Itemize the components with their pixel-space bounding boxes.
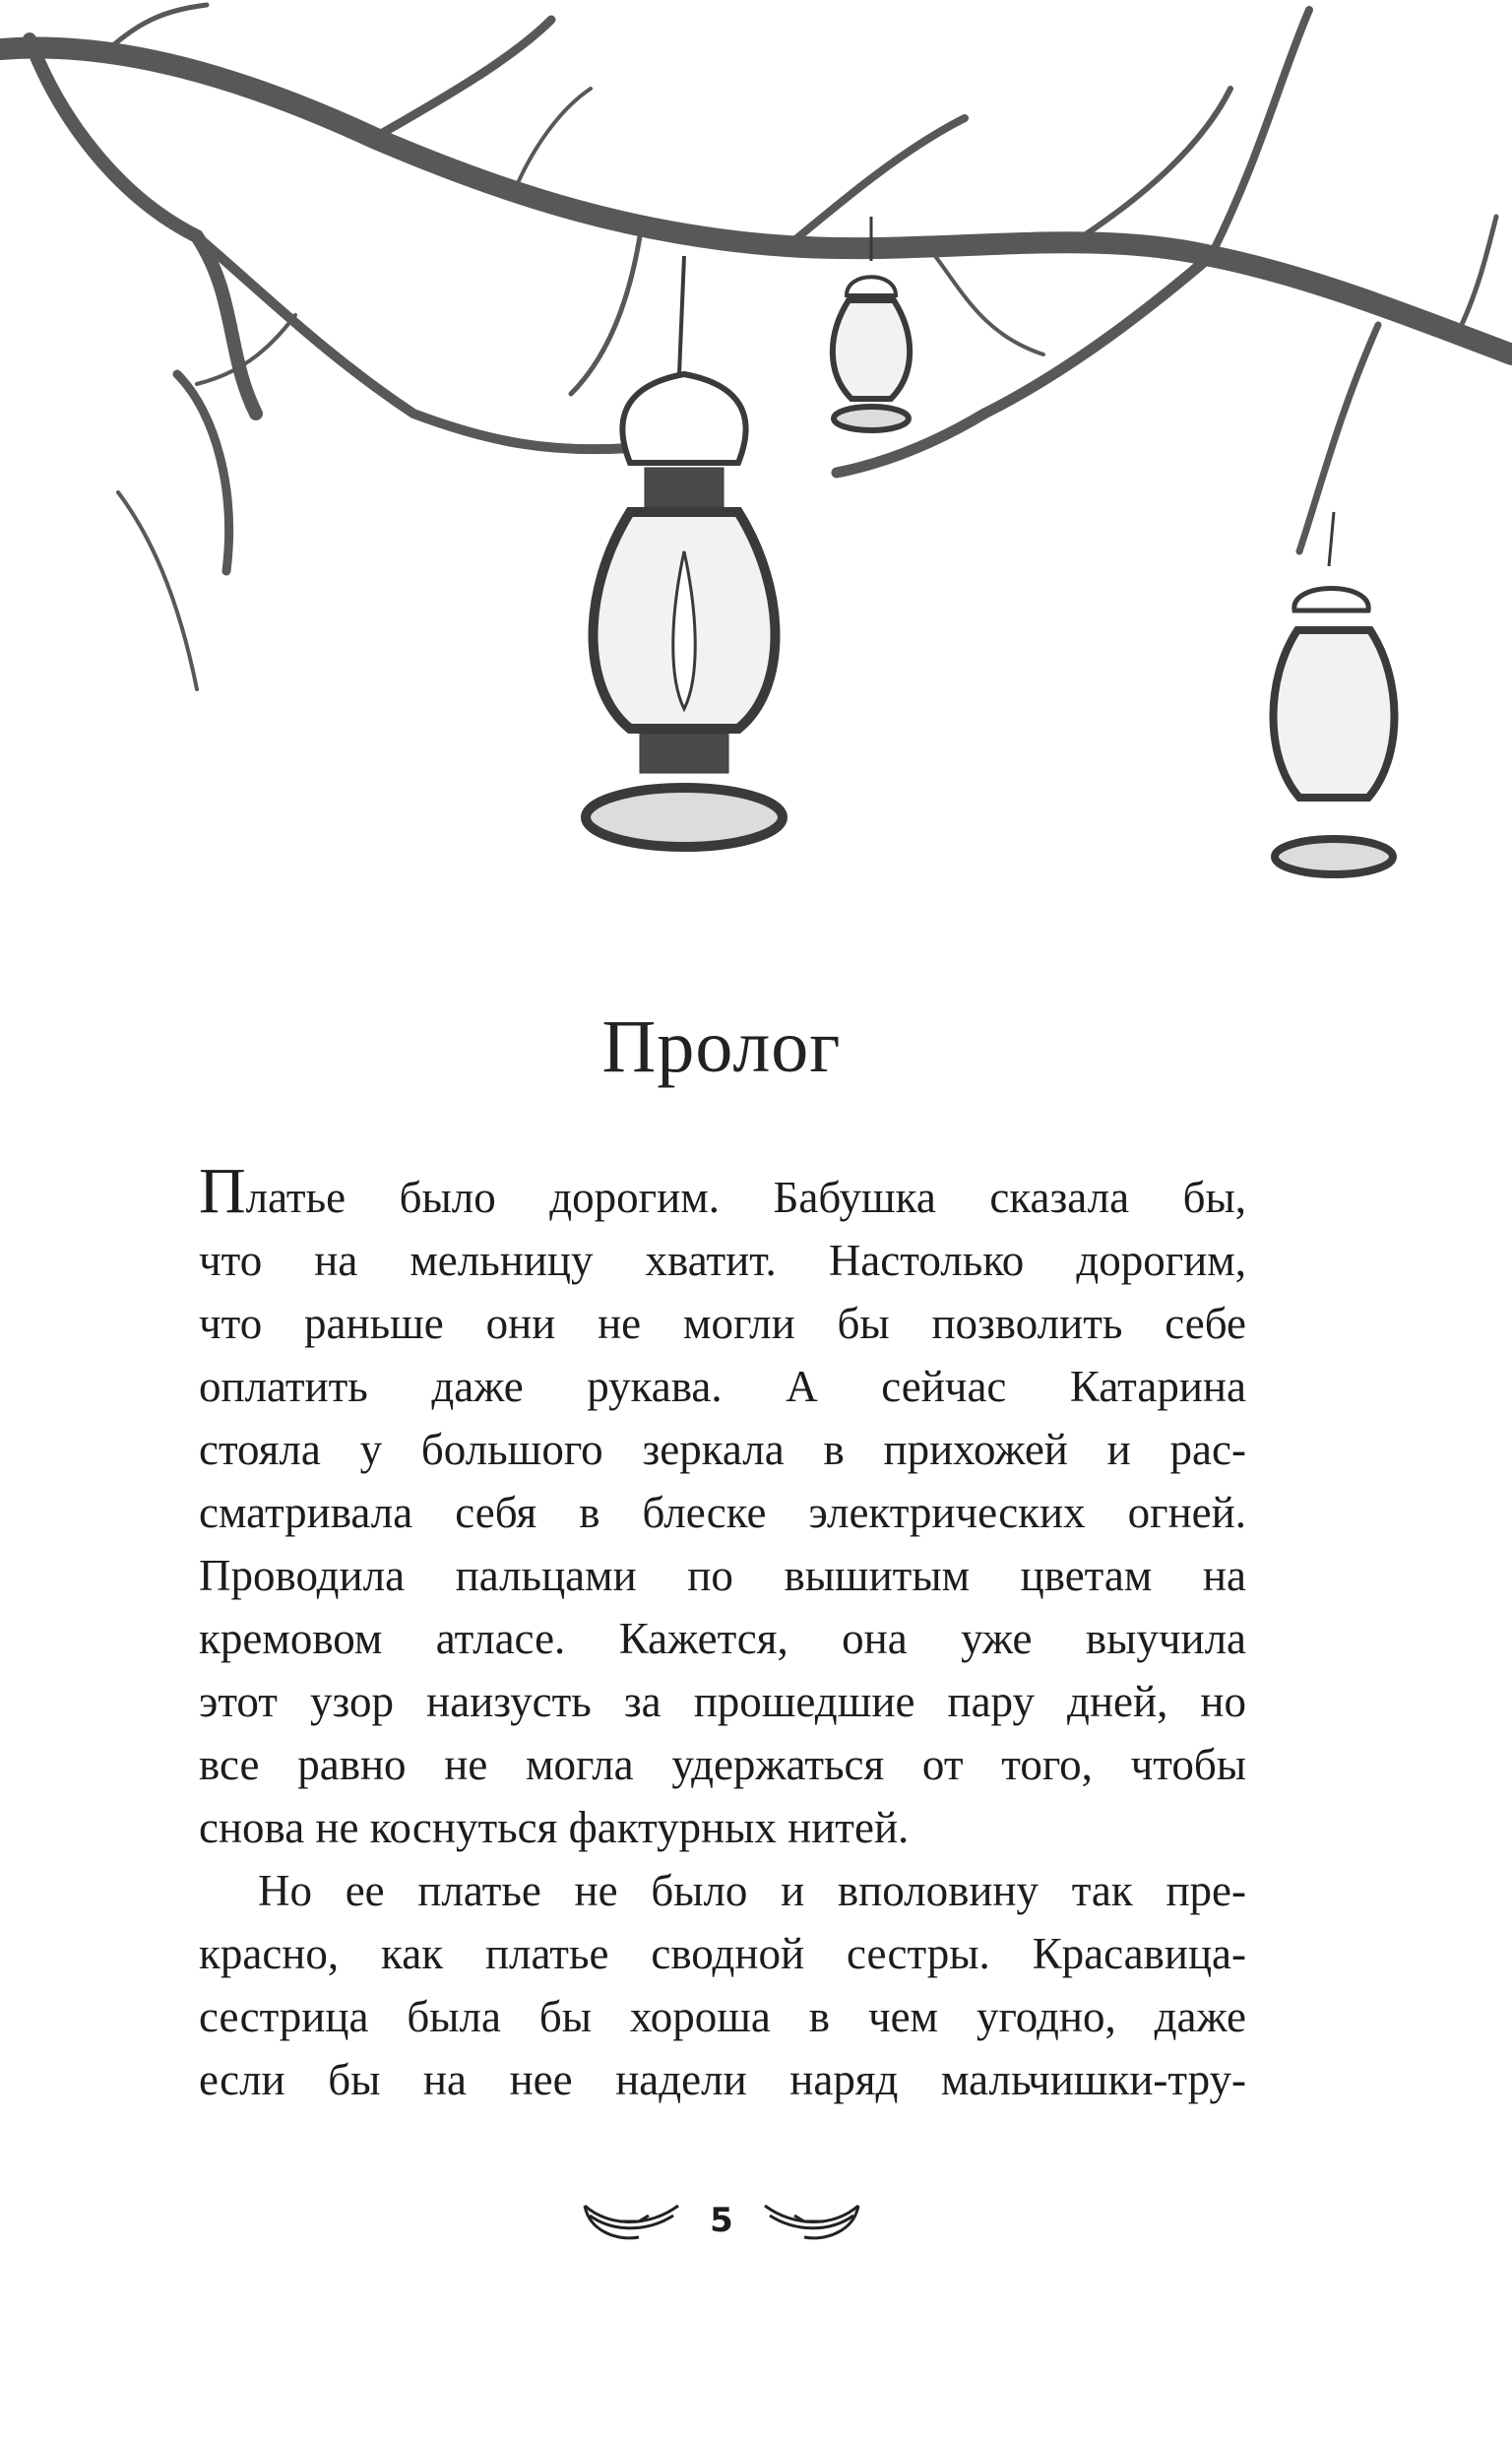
lantern-right: [1273, 512, 1394, 874]
text-line: этот узор наизусть за прошедшие пару дней, но: [199, 1677, 1246, 1726]
chapter-title: Пролог: [601, 1005, 842, 1088]
text-line: Проводила пальцами по вышитым цветам на: [199, 1551, 1246, 1600]
text-line: все равно не могла удержаться от того, чтобы: [199, 1740, 1246, 1789]
page-number: 5: [710, 2201, 733, 2240]
ornament-right-icon: [755, 2198, 863, 2243]
text-line: сестрица была бы хороша в чем угодно, даже: [199, 1992, 1246, 2041]
page-footer: [0, 2198, 1443, 2243]
text-line: снова не коснуться фактурных нитей.: [199, 1803, 910, 1852]
text-line: что на мельницу хватит. Настолько дорогим,: [199, 1236, 1246, 1285]
text-line: кремовом атласе. Кажется, она уже выучила: [199, 1614, 1246, 1663]
text-line: что раньше они не могли бы позволить себе: [199, 1299, 1246, 1348]
chapter-body-text: [199, 1155, 1246, 2111]
text-line: Но ее платье не было и вполовину так пре-: [258, 1866, 1246, 1915]
drop-cap: П: [199, 1155, 246, 1227]
lantern-large: [586, 256, 783, 847]
text-line: если бы на нее надели наряд мальчишки-тру-: [199, 2055, 1246, 2104]
ornament-left-icon: [580, 2198, 688, 2243]
text-line: красно, как платье сводной сестры. Красавица-: [199, 1929, 1246, 1978]
text-line: стояла у большого зеркала в прихожей и рас-: [199, 1425, 1246, 1474]
branches-with-lanterns-illustration: [0, 0, 1512, 906]
text-line: сматривала себя в блеске электрических огней.: [199, 1488, 1246, 1537]
text-line: оплатить даже рукава. А сейчас Катарина: [199, 1362, 1246, 1411]
text-line: Платье было дорогим. Бабушка сказала бы,: [199, 1155, 1246, 1227]
